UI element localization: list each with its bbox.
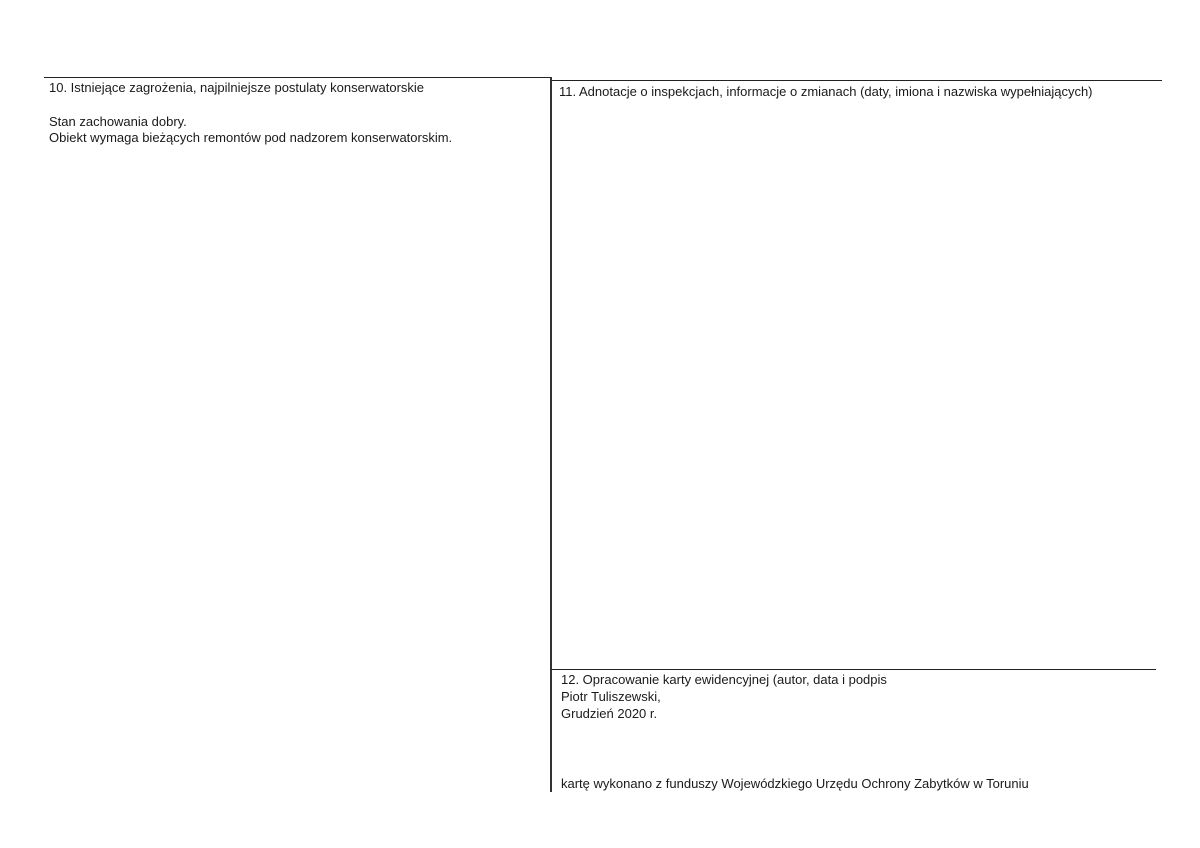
- section-10-title: 10. Istniejące zagrożenia, najpilniejsze postulaty konserwatorskie: [49, 80, 425, 95]
- repair-requirement-text: Obiekt wymaga bieżących remontów pod nadzorem konserwatorskim.: [49, 130, 453, 145]
- section-12-title: 12. Opracowanie karty ewidencyjnej (autor, data i podpis: [561, 672, 887, 687]
- card-date: Grudzień 2020 r.: [561, 706, 658, 721]
- section-12-top-border: [551, 669, 1156, 670]
- section-10-top-border: [44, 77, 551, 78]
- column-divider: [550, 77, 552, 792]
- funding-note: kartę wykonano z funduszy Wojewódzkiego Urzędu Ochrony Zabytków w Toruniu: [561, 776, 1029, 791]
- section-11-top-border: [551, 80, 1162, 81]
- conservation-state-text: Stan zachowania dobry.: [49, 114, 187, 129]
- card-author: Piotr Tuliszewski,: [561, 689, 661, 704]
- section-11-title: 11. Adnotacje o inspekcjach, informacje o zmianach (daty, imiona i nazwiska wypełniających): [559, 84, 1093, 99]
